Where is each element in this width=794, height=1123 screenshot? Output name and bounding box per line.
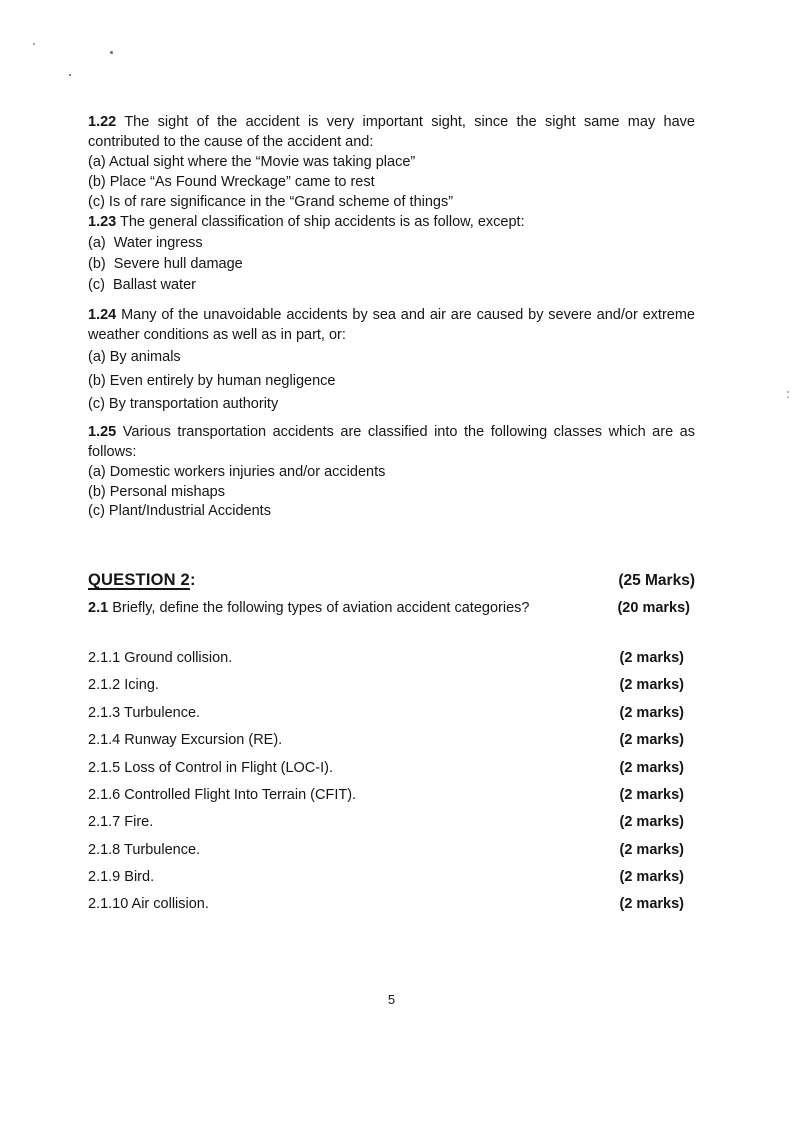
question-text: The sight of the accident is very important sight, since the sight same may have [124,114,695,130]
option-a: (a) By animals [88,349,181,365]
question-1-23-options [88,233,695,296]
item-label: 2.1.3 Turbulence. [88,704,201,721]
question-1-25-options [88,463,695,522]
option-a: (a) Domestic workers injuries and/or accidents [88,464,386,480]
question-number: 1.23 [88,214,117,230]
scan-artifact-dot [69,74,71,76]
question-stem-line [88,113,695,133]
question-number: 2.1 [88,600,109,616]
item-marks: (2 marks) [619,732,684,749]
question-item-row [88,809,695,836]
question-item-row [88,672,695,699]
question-1-24-stem [88,306,695,345]
question-text: The general classification of ship accidents is as follow, except: [120,214,525,230]
question-2-1-marks-badge: (20 marks) [617,600,690,616]
option-c: (c) Plant/Industrial Accidents [88,503,271,520]
question-2-heading-row [88,571,695,591]
item-marks: (2 marks) [619,841,684,858]
scan-artifact-dot [33,43,35,45]
item-marks: (2 marks) [619,869,684,886]
question-1-25-stem [88,423,695,462]
item-marks: (2 marks) [619,704,684,721]
question-item-row [88,755,695,782]
item-label: 2.1.8 Turbulence. [88,841,201,858]
item-label: 2.1.1 Ground collision. [88,649,233,666]
question-2-1-text [88,599,529,619]
item-marks: (2 marks) [619,814,684,831]
item-label: 2.1.4 Runway Excursion (RE). [88,732,283,749]
question-stem-line: weather conditions as well as in part, or: [88,326,346,343]
question-item-row [88,782,695,809]
question-stem-line [88,306,695,326]
option-b: (b) Severe hull damage [88,256,243,272]
item-label: 2.1.10 Air collision. [88,896,209,913]
item-label: 2.1.5 Loss of Control in Flight (LOC-I). [88,759,333,776]
question-stem-line: follows: [88,443,137,460]
item-label: 2.1.9 Bird. [88,869,155,886]
option-c: (c) Ballast water [88,277,196,293]
item-marks: (2 marks) [619,786,684,803]
item-label: 2.1.6 Controlled Flight Into Terrain (CFIT). [88,786,357,803]
question-text: Briefly, define the following types of aviation accident categories? [112,600,530,616]
question-stem-line [88,423,695,443]
question-item-row [88,700,695,727]
option-c: (c) Is of rare significance in the “Grand scheme of things” [88,194,454,210]
question-2-title [88,571,196,591]
question-number: 1.25 [88,424,117,440]
question-1-24-options [88,346,695,417]
question-item-row [88,837,695,864]
item-marks: (2 marks) [619,759,684,776]
page-number: 5 [387,992,396,1007]
item-label: 2.1.7 Fire. [88,814,154,831]
question-item-row [88,892,695,919]
item-marks: (2 marks) [619,896,684,913]
question-stem-line: contributed to the cause of the accident and: [88,133,374,150]
item-marks: (2 marks) [619,677,684,694]
option-b: (b) Even entirely by human negligence [88,372,336,389]
item-label: 2.1.2 Icing. [88,677,159,694]
question-2-title-text: QUESTION 2 [88,571,190,589]
question-2-marks-badge: (25 Marks) [618,572,695,589]
question-1-22-options [88,152,695,212]
option-b: (b) Personal mishaps [88,483,225,500]
question-text: Many of the unavoidable accidents by sea and air are caused by severe and/or extreme [121,307,695,323]
option-a: (a) Actual sight where the “Movie was taking place” [88,154,416,170]
question-number: 1.22 [88,114,117,130]
question-number: 1.24 [88,307,117,323]
question-1-22-stem [88,113,695,152]
option-b: (b) Place “As Found Wreckage” came to rest [88,174,375,190]
question-2-title-colon: : [189,571,196,589]
option-a: (a) Water ingress [88,235,203,251]
scan-artifact-dot [110,51,113,54]
scan-artifact-dot [787,396,789,398]
question-text: Various transportation accidents are classified into the following classes which are as [122,424,695,440]
option-c: (c) By transportation authority [88,396,279,413]
question-item-row [88,864,695,891]
scan-artifact-dot [787,391,789,393]
question-item-row [88,727,695,754]
question-stem-line [88,213,695,233]
question-item-row [88,645,695,672]
item-marks: (2 marks) [619,649,684,666]
question-1-23-stem [88,213,695,233]
question-2-item-list [88,645,695,919]
question-2-1-row [88,599,695,619]
